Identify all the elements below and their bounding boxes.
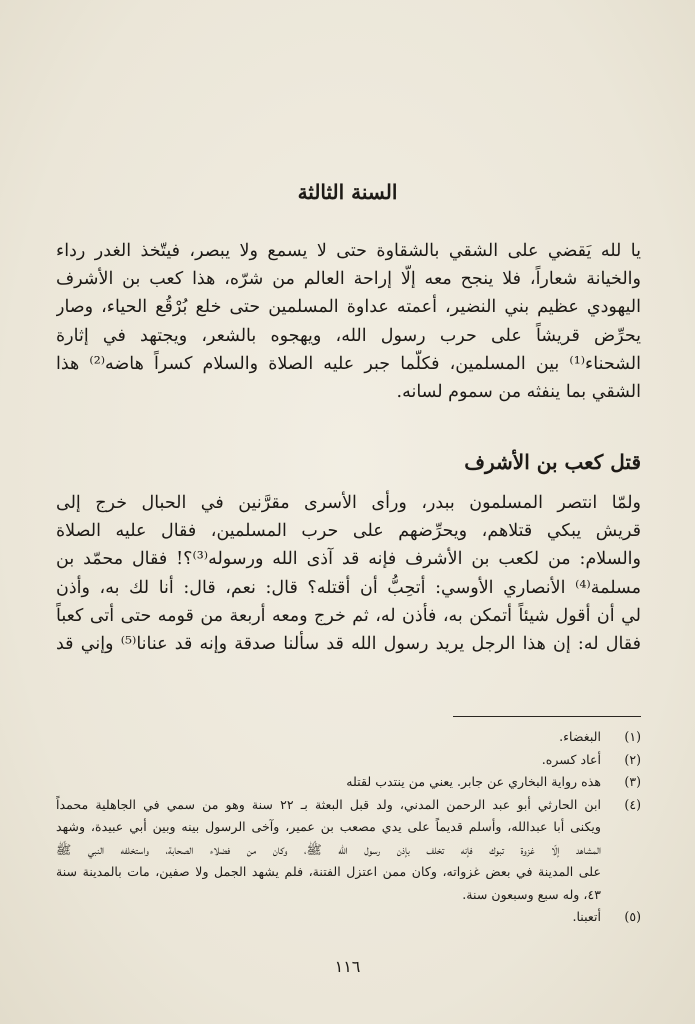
footnote-text	[56, 794, 601, 907]
footnote-number: (٣)	[624, 774, 641, 789]
footnote-item	[56, 794, 641, 907]
footnote-item	[56, 726, 641, 749]
footnote-line: أعاد كسره.	[541, 751, 601, 767]
footnote-item	[56, 906, 641, 929]
footnote-line: البغضاء.	[559, 729, 601, 744]
footnote-item	[56, 771, 641, 794]
paragraph-line: يحرِّض قريشاً على حرب رسول الله، ويهجوه بالشعر، ويجتهد في إثارة	[56, 325, 641, 346]
page-number: ١١٦	[334, 957, 361, 976]
footnote-line: هذه رواية البخاري عن جابر. يعني من ينتدب لقتله	[346, 774, 601, 789]
paragraph-line: مسلمة⁽⁴⁾ الأنصاري الأوسي: أتحِبُّ أن أقتله؟ قال: نعم، قال: أنا لك به، وأذن	[56, 577, 641, 598]
footnote-number: (٤)	[624, 796, 641, 812]
footnote-line: أتعبنا.	[572, 909, 601, 924]
footnote-number: (٢)	[624, 751, 641, 767]
paragraph-line: والخيانة شعاراً، فلا ينجح معه إلّا إراحة العالم من شرّه، هذا كعب بن الأشرف	[56, 269, 641, 290]
footnote-text	[56, 771, 601, 794]
paragraph-line: فقال له: إن هذا الرجل يريد رسول الله قد سألنا صدقة وإنه قد عنانا⁽⁵⁾ وإني قد	[56, 634, 641, 655]
paragraph-intro	[56, 237, 641, 406]
paragraph-story	[56, 489, 641, 658]
paragraph-line: لي أن أقول شيئاً أتمكن به، فأذن له، ثم خرج ومعه أربعة من قومه حتى أتى كعباً	[56, 605, 641, 626]
paragraph-line: اليهودي عظيم بني النضير، أعمته عداوة المسلمين حتى خلع بُرْقُع الحياء، وصار	[56, 297, 641, 318]
footnote-divider	[453, 716, 641, 717]
footnote-line: ابن الحارثي أبو عبد الرحمن المدني، ولد قبل البعثة بـ ٢٢ سنة وهو من سمي في الجاهلية محمداً	[56, 796, 601, 812]
running-header-title: السنة الثالثة	[297, 180, 398, 204]
footnote-text	[56, 749, 601, 772]
footnote-text	[56, 726, 601, 749]
footnote-line: على المدينة في بعض غزواته، وكان ممن اعتزل الفتنة، فلم يشهد الجمل ولا صفين، مات بالمدينة سنة	[56, 864, 601, 879]
paragraph-line: الشقي بما ينفثه من سموم لسانه.	[396, 382, 641, 403]
paragraph-line: والسلام: من لكعب بن الأشرف فإنه قد آذى الله ورسوله⁽³⁾؟! فقال محمّد بن	[56, 549, 641, 570]
footnote-line: ويكنى أبا عبدالله، وأسلم قديماً على يدي مصعب بن عمير، وآخى الرسول بينه وبين أبي عبيدة، وشهد	[56, 819, 601, 834]
paragraph-line: الشحناء⁽¹⁾ بين المسلمين، فكلّما جبر عليه الصلاة والسلام كسراً هاضه⁽²⁾ هذا	[56, 353, 641, 374]
footnote-number: (٥)	[624, 909, 641, 924]
paragraph-line: يا لله يَقضي على الشقي بالشقاوة حتى لا يسمع ولا يبصر، فيتّخذ الغدر رداء	[56, 241, 641, 261]
section-heading: قتل كعب بن الأشرف	[464, 450, 641, 474]
paragraph-line: قريش يبكي قتلاهم، ويحرِّضهم على حرب المسلمين، فقال عليه الصلاة	[56, 521, 641, 542]
paragraph-line: ولمّا انتصر المسلمون ببدر، ورأى الأسرى مقرَّنين في الحبال خرج إلى	[56, 493, 641, 513]
footnotes	[56, 726, 641, 929]
footnote-number: (١)	[624, 729, 641, 744]
footnote-item	[56, 749, 641, 772]
footnote-text	[56, 906, 601, 929]
footnote-line: ٤٣، وله سبع وسبعون سنة.	[462, 886, 601, 902]
footnote-line: المشاهد إلّا غزوة تبوك فإنه تخلف بإذن رسول الله ﷺ، وكان من فضلاء الصحابة، واستخلفه النبي ﷺ	[56, 841, 601, 857]
